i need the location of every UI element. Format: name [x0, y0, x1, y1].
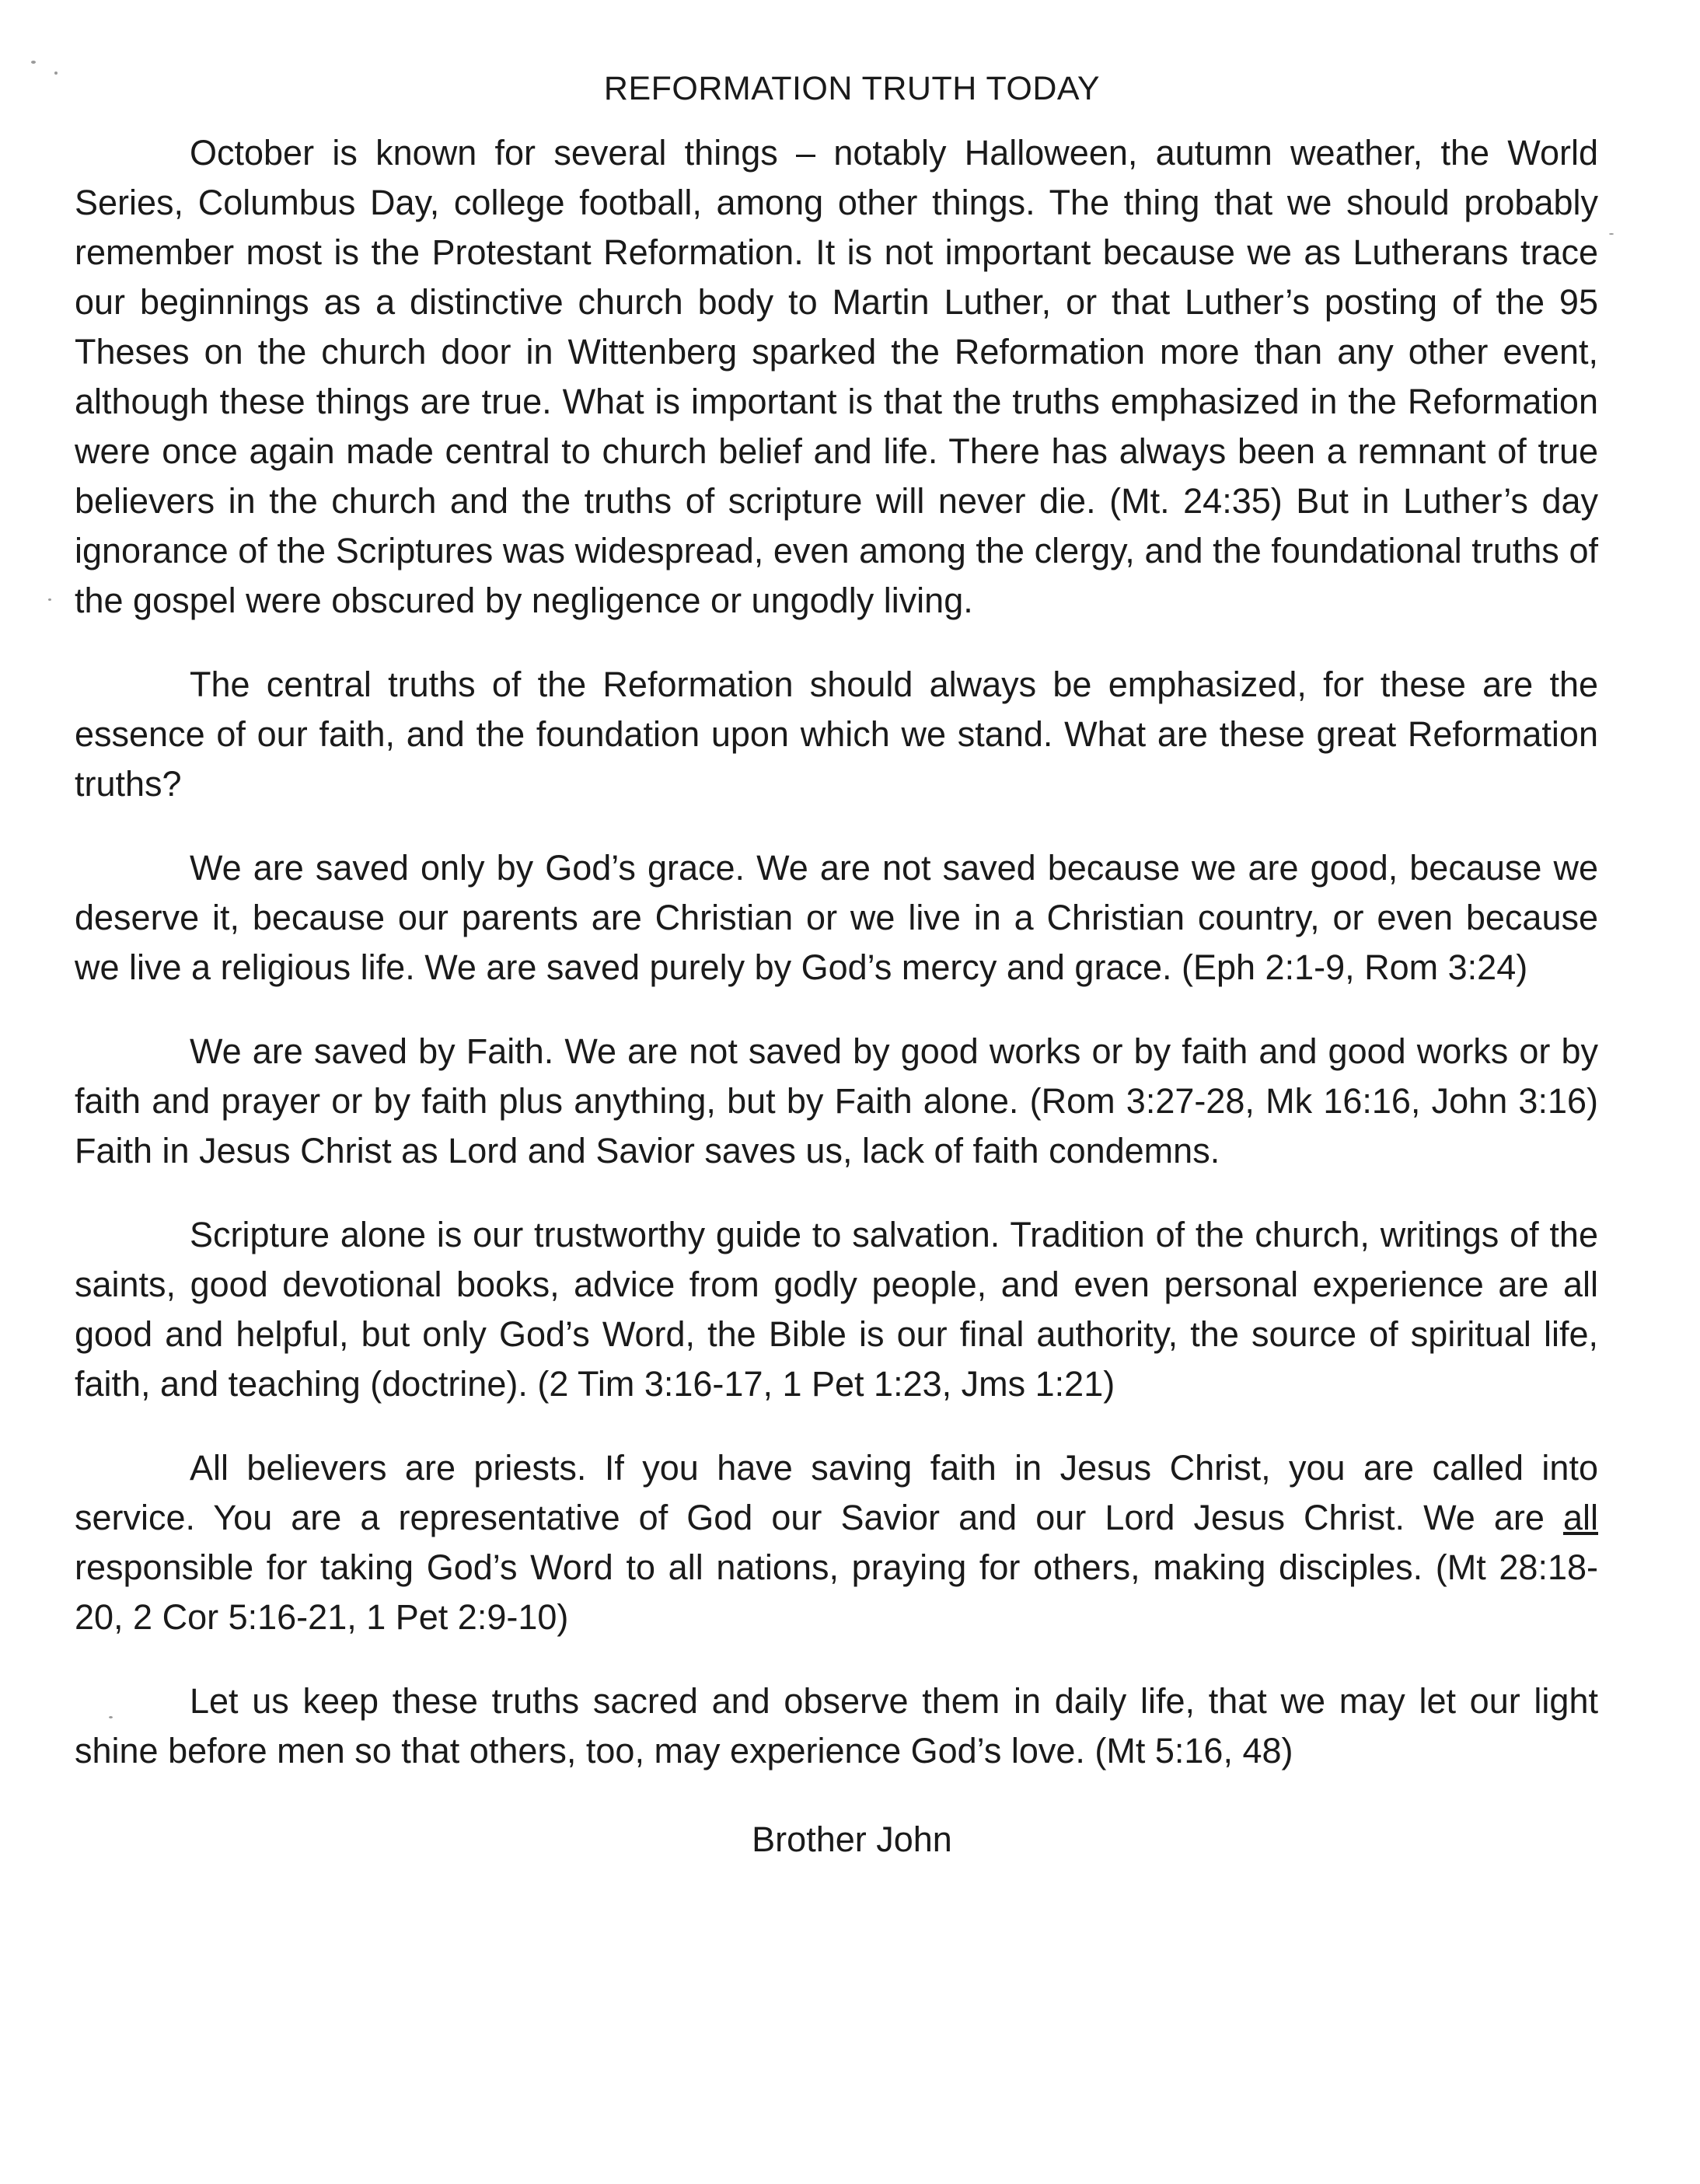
scan-speck: [31, 61, 36, 64]
paragraph-october: October is known for several things – notably Halloween, autumn weather, the World Series, Columbus Day, college football, among other things. The thing that we should probably remember most is the Protestant Reformation. It is not important because we as Lutherans trace our beginnings as a distinctive church body to Martin Luther, or that Luther’s posting of the 95 Theses on the church door in Wittenberg sparked the Reformation more than any other event, although these things are true. What is important is that the truths emphasized in the Reformation were once again made central to church belief and life. There has always been a remnant of true believers in the church and the truths of scripture will never die. (Mt. 24:35) But in Luther’s day ignorance of the Scriptures was widespread, even among the clergy, and the foundational truths of the gospel were obscured by negligence or ungodly living.: [75, 133, 1598, 620]
paragraph-priests: [75, 1443, 1598, 1642]
priests-text-after: responsible for taking God’s Word to all nations, praying for others, making disciples. (Mt 28:18-20, 2 Cor 5:16-21, 1 Pet 2:9-10): [75, 1547, 1598, 1637]
priests-text-before: All believers are priests. If you have saving faith in Jesus Christ, you are called into service. You are a representative of God our Savior and our Lord Jesus Christ. We are: [75, 1448, 1598, 1537]
document-page: [75, 70, 1598, 1860]
scan-speck: [54, 72, 58, 75]
paragraph-scripture: Scripture alone is our trustworthy guide to salvation. Tradition of the church, writings of the saints, good devotional books, advice from godly people, and even personal experience are all good and helpful, but only God’s Word, the Bible is our final authority, the source of spiritual life, faith, and teaching (doctrine). (2 Tim 3:16-17, 1 Pet 1:23, Jms 1:21): [75, 1215, 1598, 1404]
scan-speck: [109, 1716, 113, 1718]
paragraph-faith: We are saved by Faith. We are not saved by good works or by faith and good works or by faith and prayer or by faith plus anything, but by Faith alone. (Rom 3:27-28, Mk 16:16, John 3:16) Faith in Jesus Christ as Lord and Savior saves us, lack of faith condemns.: [75, 1031, 1598, 1170]
paragraph-grace: We are saved only by God’s grace. We are not saved because we are good, because we deserve it, because our parents are Christian or we live in a Christian country, or even because we live a religious life. We are saved purely by God’s mercy and grace. (Eph 2:1-9, Rom 3:24): [75, 848, 1598, 987]
document-title: REFORMATION TRUTH TODAY: [603, 70, 1101, 107]
paragraph-closing: Let us keep these truths sacred and observe them in daily life, that we may let our light shine before men so that others, too, may experience God’s love. (Mt 5:16, 48): [75, 1681, 1598, 1771]
paragraph-central-truths: The central truths of the Reformation should always be emphasized, for these are the essence of our faith, and the foundation upon which we stand. What are these great Reformation truths?: [75, 665, 1598, 804]
signature: Brother John: [752, 1819, 952, 1859]
scan-speck: [1609, 233, 1614, 235]
underlined-word: all: [1562, 1498, 1598, 1537]
scan-speck: [48, 598, 51, 601]
